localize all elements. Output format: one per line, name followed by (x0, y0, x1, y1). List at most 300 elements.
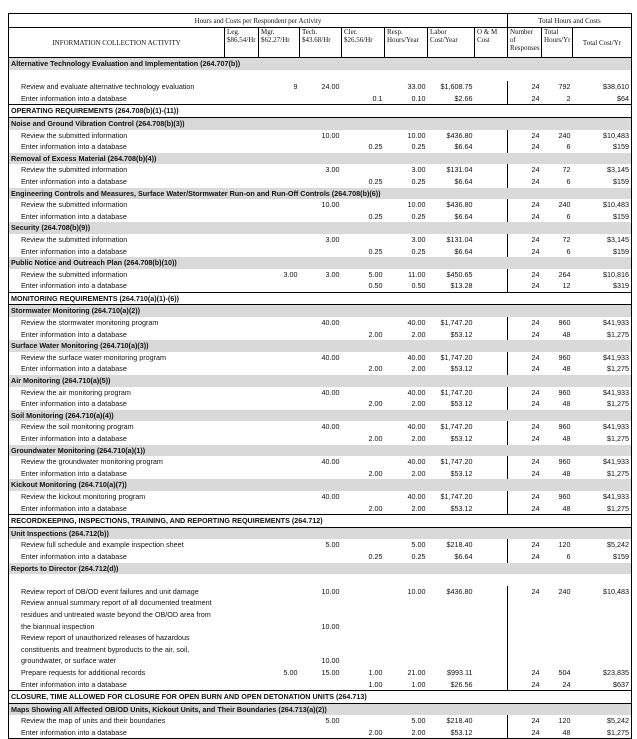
cell-labor-cost: $1,747.20 (440, 422, 473, 432)
table-row (9, 597, 632, 632)
cell-leg (225, 667, 259, 679)
cell-responses: 24 (508, 352, 542, 364)
cell-labor-cost: $53.12 (450, 503, 473, 513)
cell-cler: 0.1 (372, 93, 383, 103)
cell-labor-cost: $131.04 (446, 234, 473, 244)
cell-cler (342, 164, 385, 176)
cell-total-hours: 240 (558, 586, 571, 596)
cell-responses (508, 597, 542, 632)
table-row (9, 679, 632, 691)
cell-leg (225, 269, 259, 281)
cell-mgr (259, 387, 300, 399)
cell-responses: 24 (508, 433, 542, 445)
cell-labor-cost: $436.80 (446, 586, 473, 596)
activity-label: Review the stormwater monitoring program (9, 317, 225, 329)
section-title: Maps Showing All Affected OB/OD Units, Kickout Units, and Their Boundaries (264.713(a)(2)) (9, 703, 632, 715)
cell-tech (300, 246, 342, 258)
table-row (9, 317, 632, 329)
cell-cler (342, 539, 385, 551)
cell-mgr (259, 398, 300, 410)
cell-labor-cost: $26.56 (450, 679, 473, 689)
cell-total-cost: $41,933 (573, 317, 632, 329)
cell-total-hours (542, 632, 573, 667)
cell-om-cost (475, 551, 508, 563)
cell-labor-cost: $218.40 (446, 716, 473, 726)
cell-leg (225, 363, 259, 375)
cell-leg (225, 164, 259, 176)
cell-tech (300, 433, 342, 445)
cell-om-cost (475, 433, 508, 445)
cell-cler: 2.00 (368, 364, 383, 374)
cell-labor-cost: $53.12 (450, 468, 473, 478)
cell-total-cost: $1,275 (573, 433, 632, 445)
activity-label: Enter information into a database (9, 363, 225, 375)
cell-total-cost: $3,145 (573, 164, 632, 176)
cell-labor-cost (428, 597, 475, 632)
cell-leg (225, 456, 259, 468)
cell-responses: 24 (508, 679, 542, 691)
table-row (9, 246, 632, 258)
cell-mgr (259, 727, 300, 739)
cell-total-hours: 960 (558, 318, 571, 328)
cell-total-hours: 24 (562, 679, 571, 689)
cell-responses: 24 (508, 176, 542, 188)
section-title: Groundwater Monitoring (264.710(a)(1)) (9, 445, 632, 457)
section-header (9, 340, 632, 352)
table-row (9, 280, 632, 292)
cell-tech (300, 93, 342, 105)
cell-tech (300, 141, 342, 153)
cell-om-cost (475, 269, 508, 281)
cell-total-hours: 120 (558, 716, 571, 726)
table-row (9, 81, 632, 93)
cell-om-cost (475, 632, 508, 667)
cell-mgr (259, 199, 300, 211)
cell-leg (225, 586, 259, 598)
activity-label: Enter information into a database (9, 433, 225, 445)
cell-responses: 24 (508, 141, 542, 153)
cell-om-cost (475, 211, 508, 223)
table-row (9, 269, 632, 281)
cell-total-cost: $1,275 (573, 727, 632, 739)
cell-total-cost: $159 (573, 141, 632, 153)
cell-cler: 2.00 (368, 468, 383, 478)
section-title: Kickout Monitoring (264.710(a)(7)) (9, 479, 632, 491)
major-section-header (9, 292, 632, 305)
cell-leg (225, 679, 259, 691)
cell-cler: 0.25 (368, 551, 383, 561)
cell-mgr (259, 234, 300, 246)
activity-label: Enter information into a database (9, 679, 225, 691)
cell-total-hours: 72 (562, 234, 571, 244)
section-title: Engineering Controls and Measures, Surface Water/Stormwater Run-on and Run-Off Controls (264.708(b)(6)) (9, 188, 632, 200)
cell-total-hours: 6 (566, 176, 571, 186)
table-row (9, 199, 632, 211)
col-header-responses: Number of Responses (508, 28, 542, 58)
cell-tech (300, 363, 342, 375)
cell-mgr (259, 433, 300, 445)
section-title: Soil Monitoring (264.710(a)(4)) (9, 410, 632, 422)
cell-om-cost (475, 199, 508, 211)
cell-leg (225, 130, 259, 142)
cell-total-cost: $3,145 (573, 234, 632, 246)
burden-table (8, 13, 632, 739)
cell-labor-cost: $450.65 (446, 269, 473, 279)
cell-responses: 24 (508, 503, 542, 515)
major-section-header (9, 515, 632, 528)
table-row (9, 176, 632, 188)
cell-total-hours: 48 (562, 434, 571, 443)
table-row (9, 352, 632, 364)
cell-total-cost: $38,610 (573, 81, 632, 93)
cell-om-cost (475, 597, 508, 632)
cell-resp-hours: 21.00 (407, 667, 426, 677)
cell-om-cost (475, 93, 508, 105)
table-row (9, 491, 632, 503)
activity-label: Review the submitted information (9, 269, 225, 281)
cell-resp-hours: 3.00 (411, 165, 426, 175)
cell-responses: 24 (508, 727, 542, 739)
cell-labor-cost: $436.80 (446, 200, 473, 210)
cell-tech (300, 551, 342, 563)
cell-responses: 24 (508, 211, 542, 223)
cell-tech (300, 398, 342, 410)
activity-label: Enter information into a database (9, 246, 225, 258)
activity-label: Enter information into a database (9, 176, 225, 188)
cell-resp-hours: 10.00 (407, 200, 426, 210)
cell-mgr (259, 491, 300, 503)
cell-tech: 10.00 (321, 586, 340, 596)
cell-om-cost (475, 679, 508, 691)
cell-labor-cost: $1,747.20 (440, 457, 473, 467)
activity-label: Enter information into a database (9, 468, 225, 480)
section-title: Stormwater Monitoring (264.710(a)(2)) (9, 305, 632, 317)
cell-om-cost (475, 715, 508, 727)
cell-total-hours: 6 (566, 246, 571, 256)
table-row (9, 667, 632, 679)
cell-responses: 24 (508, 81, 542, 93)
cell-total-hours: 48 (562, 468, 571, 478)
cell-mgr (259, 93, 300, 105)
cell-mgr (259, 352, 300, 364)
cell-leg (225, 280, 259, 292)
cell-responses: 24 (508, 280, 542, 292)
cell-om-cost (475, 387, 508, 399)
cell-responses: 24 (508, 539, 542, 551)
cell-resp-hours: 0.25 (411, 246, 426, 256)
activity-label: Review the submitted information (9, 234, 225, 246)
cell-tech (300, 280, 342, 292)
cell-total-hours: 120 (558, 540, 571, 550)
table-row (9, 586, 632, 598)
cell-om-cost (475, 667, 508, 679)
cell-total-hours: 6 (566, 211, 571, 221)
cell-labor-cost: $13.28 (450, 281, 473, 291)
col-header-cler: Cler. $26.56/Hr (342, 28, 385, 58)
cell-leg (225, 421, 259, 433)
cell-labor-cost (428, 632, 475, 667)
cell-resp-hours: 0.25 (411, 211, 426, 221)
table-row (9, 398, 632, 410)
cell-total-hours: 48 (562, 364, 571, 374)
cell-total-hours: 48 (542, 727, 573, 739)
cell-responses: 24 (508, 93, 542, 105)
cell-tech (300, 468, 342, 480)
cell-total-cost: $637 (573, 679, 632, 691)
cell-total-cost: $1,275 (573, 398, 632, 410)
section-header (9, 563, 632, 575)
cell-cler (342, 421, 385, 433)
cell-labor-cost: $436.80 (446, 130, 473, 140)
cell-tech: 40.00 (321, 387, 340, 397)
section-title: Alternative Technology Evaluation and Implementation (264.707(b)) (9, 58, 632, 70)
cell-mgr (259, 715, 300, 727)
cell-leg (225, 727, 259, 739)
cell-responses: 24 (508, 246, 542, 258)
cell-labor-cost: $1,608.75 (440, 82, 473, 92)
cell-leg (225, 246, 259, 258)
cell-tech: 5.00 (325, 540, 340, 550)
table-row (9, 141, 632, 153)
cell-cler (342, 199, 385, 211)
cell-om-cost (475, 280, 508, 292)
cell-cler (342, 715, 385, 727)
cell-total-cost: $41,933 (573, 456, 632, 468)
cell-mgr (259, 141, 300, 153)
section-title: Noise and Ground Vibration Control (264.708(b)(3)) (9, 117, 632, 129)
section-header (9, 58, 632, 70)
col-header-mgr: Mgr. $62.27/Hr (259, 28, 300, 58)
activity-label: Review report of OB/OD event failures and unit damage (9, 586, 225, 598)
cell-cler: 1.00 (368, 667, 383, 677)
cell-resp-hours: 5.00 (411, 540, 426, 550)
col-header-leg: Leg. $86.54/Hr (225, 28, 259, 58)
cell-mgr: 5.00 (283, 667, 298, 677)
cell-leg (225, 199, 259, 211)
cell-tech: 15.00 (321, 667, 340, 677)
spacer-row (9, 574, 632, 586)
cell-total-cost (573, 632, 632, 667)
cell-labor-cost: $53.12 (450, 399, 473, 409)
cell-tech: 40.00 (321, 318, 340, 328)
cell-tech (300, 503, 342, 515)
section-header (9, 222, 632, 234)
cell-responses: 24 (508, 421, 542, 433)
cell-tech: 10.00 (321, 130, 340, 140)
cell-resp-hours: 2.00 (385, 727, 428, 739)
cell-tech: 3.00 (325, 234, 340, 244)
group-header-totals: Total Hours and Costs (508, 14, 632, 28)
cell-total-hours: 48 (562, 329, 571, 339)
cell-tech (300, 679, 342, 691)
cell-mgr (259, 456, 300, 468)
cell-total-hours: 12 (562, 281, 571, 291)
cell-responses: 24 (508, 199, 542, 211)
section-title: Security (264.708(b)(9)) (9, 222, 632, 234)
activity-label: Enter information into a database (9, 211, 225, 223)
cell-labor-cost: $1,747.20 (440, 352, 473, 362)
cell-resp-hours: 0.25 (411, 551, 426, 561)
cell-tech: 40.00 (321, 491, 340, 501)
cell-mgr: 9 (293, 82, 298, 92)
cell-total-hours: 48 (562, 399, 571, 409)
cell-om-cost (475, 130, 508, 142)
cell-tech: 40.00 (321, 422, 340, 432)
cell-cler: 0.25 (368, 142, 383, 152)
activity-label: Enter information into a database (9, 93, 225, 105)
cell-total-hours: 960 (558, 422, 571, 432)
cell-cler: 0.25 (368, 246, 383, 256)
section-header (9, 527, 632, 539)
cell-leg (225, 176, 259, 188)
cell-resp-hours: 2.00 (411, 329, 426, 339)
spacer-row (9, 70, 632, 82)
activity-label: Review the map of units and their boundaries (9, 715, 225, 727)
cell-mgr (259, 586, 300, 598)
cell-total-cost: $1,275 (573, 468, 632, 480)
cell-total-hours: 72 (562, 165, 571, 175)
activity-label: Review full schedule and example inspection sheet (9, 539, 225, 551)
cell-mgr (259, 551, 300, 563)
cell-mgr (259, 130, 300, 142)
col-header-total-hours: Total Hours/Yr (542, 28, 573, 58)
cell-total-cost: $319 (573, 280, 632, 292)
table-row (9, 503, 632, 515)
section-header (9, 375, 632, 387)
cell-leg (225, 433, 259, 445)
table-row (9, 211, 632, 223)
cell-resp-hours: 5.00 (411, 716, 426, 726)
activity-label: Review annual summary report of all documented treatment residues and untreated waste beyond the OB/OD area from the biannual inspection (9, 597, 225, 632)
cell-mgr (259, 539, 300, 551)
cell-leg (225, 234, 259, 246)
cell-leg (225, 468, 259, 480)
cell-mgr (259, 679, 300, 691)
section-header (9, 153, 632, 165)
cell-total-hours (542, 597, 573, 632)
cell-leg (225, 715, 259, 727)
cell-leg (225, 93, 259, 105)
cell-cler: 2.00 (368, 503, 383, 513)
cell-om-cost (475, 456, 508, 468)
section-title: Unit Inspections (264.712(b)) (9, 527, 632, 539)
cell-total-hours: 960 (558, 387, 571, 397)
section-title: Reports to Director (264.712(d)) (9, 563, 632, 575)
cell-total-cost: $23,835 (573, 667, 632, 679)
cell-tech: 40.00 (321, 352, 340, 362)
cell-labor-cost: $993.11 (447, 667, 473, 677)
cell-labor-cost: $2.66 (454, 93, 473, 103)
cell-total-hours: 504 (558, 667, 571, 677)
cell-mgr: 3.00 (283, 269, 298, 279)
cell-mgr (259, 503, 300, 515)
cell-om-cost (475, 363, 508, 375)
cell-cler (342, 632, 385, 667)
table-row (9, 632, 632, 667)
cell-leg (225, 551, 259, 563)
cell-om-cost (475, 727, 508, 739)
cell-responses: 24 (508, 234, 542, 246)
cell-responses: 24 (508, 468, 542, 480)
cell-responses: 24 (508, 363, 542, 375)
cell-responses: 24 (508, 317, 542, 329)
activity-label: Review and evaluate alternative technology evaluation (9, 81, 225, 93)
cell-tech: 10.00 (321, 621, 340, 631)
cell-labor-cost: $1,747.20 (440, 491, 473, 501)
cell-om-cost (475, 81, 508, 93)
cell-total-cost: $41,933 (573, 421, 632, 433)
section-title: Surface Water Monitoring (264.710(a)(3)) (9, 340, 632, 352)
cell-tech: 40.00 (321, 457, 340, 467)
cell-total-cost: $159 (573, 176, 632, 188)
group-header-per-respondent: Hours and Costs per Respondent per Activity (9, 14, 508, 28)
cell-om-cost (475, 398, 508, 410)
cell-leg (225, 503, 259, 515)
cell-cler: 0.50 (368, 281, 383, 291)
cell-responses: 24 (508, 551, 542, 563)
table-row (9, 164, 632, 176)
major-section-header (9, 105, 632, 118)
cell-total-cost: $159 (573, 551, 632, 563)
cell-resp-hours: 3.00 (411, 234, 426, 244)
cell-resp-hours: 2.00 (411, 399, 426, 409)
activity-label: Prepare requests for additional records (9, 667, 225, 679)
cell-cler: 0.25 (368, 211, 383, 221)
cell-responses: 24 (508, 586, 542, 598)
cell-resp-hours: 11.00 (408, 269, 426, 279)
cell-cler (342, 586, 385, 598)
cell-cler (342, 352, 385, 364)
cell-cler (342, 491, 385, 503)
cell-total-hours: 960 (558, 457, 571, 467)
cell-leg (225, 317, 259, 329)
cell-resp-hours: 2.00 (411, 364, 426, 374)
cell-mgr (259, 363, 300, 375)
section-title: MONITORING REQUIREMENTS (264.710(a)(1)-(6)) (9, 292, 632, 305)
activity-label: Enter information into a database (9, 329, 225, 341)
cell-total-cost (573, 597, 632, 632)
activity-label: Review the groundwater monitoring program (9, 456, 225, 468)
cell-leg (225, 398, 259, 410)
cell-responses: 24 (508, 715, 542, 727)
cell-resp-hours: 10.00 (407, 586, 426, 596)
cell-tech: 10.00 (321, 656, 340, 666)
section-header (9, 410, 632, 422)
cell-cler: 1.00 (368, 679, 383, 689)
cell-mgr (259, 597, 300, 632)
cell-resp-hours: 2.00 (411, 434, 426, 443)
cell-total-hours: 792 (558, 82, 571, 92)
cell-cler: 5.00 (368, 269, 383, 279)
table-row (9, 551, 632, 563)
cell-leg (225, 141, 259, 153)
section-title: Air Monitoring (264.710(a)(5)) (9, 375, 632, 387)
section-header (9, 445, 632, 457)
cell-resp-hours: 0.25 (411, 176, 426, 186)
cell-labor-cost: $53.12 (450, 434, 473, 443)
table-row (9, 727, 632, 739)
cell-leg (225, 81, 259, 93)
cell-om-cost (475, 164, 508, 176)
cell-leg (225, 539, 259, 551)
cell-total-cost: $10,483 (573, 586, 632, 598)
activity-label: Enter information into a database (9, 551, 225, 563)
table-row (9, 715, 632, 727)
cell-cler (342, 234, 385, 246)
section-title: RECORDKEEPING, INSPECTIONS, TRAINING, AND REPORTING REQUIREMENTS (264.712) (9, 515, 632, 528)
cell-resp-hours: 40.00 (407, 352, 426, 362)
table-row (9, 456, 632, 468)
